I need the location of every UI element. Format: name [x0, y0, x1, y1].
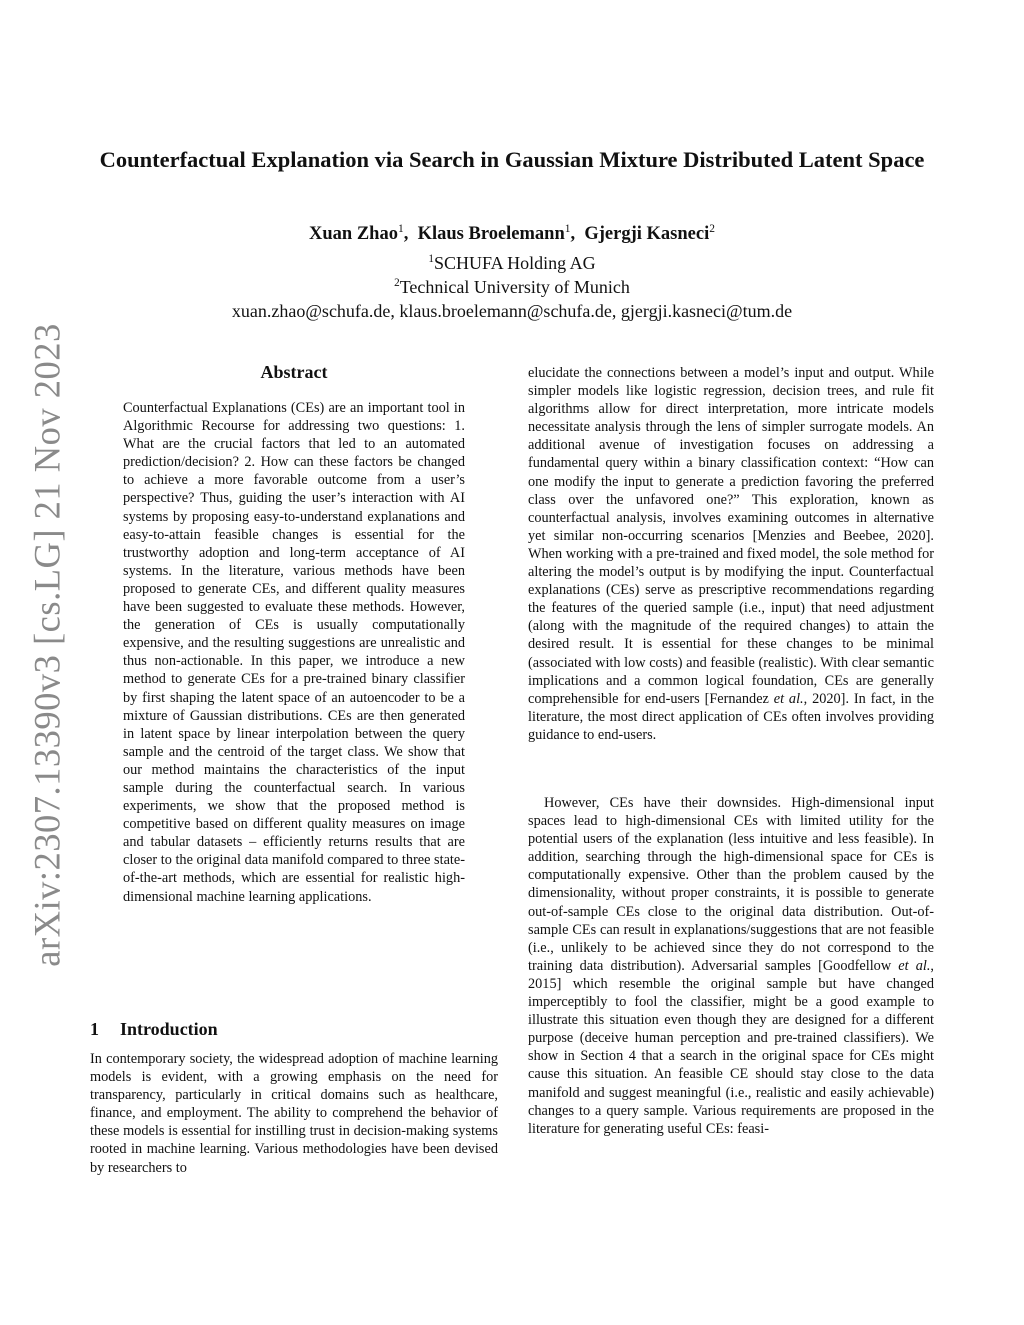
- author-emails: xuan.zhao@schufa.de, klaus.broelemann@schufa.de, gjergji.kasneci@tum.de: [231, 301, 793, 321]
- et-al-italic: et al.: [773, 690, 804, 707]
- author-affil-mark: 1: [564, 222, 571, 235]
- section-title: Introduction: [120, 1019, 218, 1039]
- author-name: Klaus Broelemann: [417, 224, 565, 244]
- author-list: Xuan Zhao$^1$, Klaus Broelemann$^1$, Gjergji Kasneci$^2$: [309, 222, 715, 244]
- section-heading: [90, 1019, 500, 1040]
- abstract-body: [123, 399, 465, 906]
- intro-text: In contemporary society, the widespread adoption of machine learning models is evident, with a growing emphasis on the need for transparency, particularly in critical domains such as healthcare, finance, and employment. The ability to comprehend the behavior of these models is essential for instilling trust in decision-making systems rooted in machine learning. Various methodologies have been devised by researchers to: [90, 1051, 498, 1176]
- paragraph-text: elucidate the connections between a model’s input and output. While simpler models like logistic regression, decision trees, and rule fit algorithms allow for direct interpretation, more intricate models necessitate analysis through the lens of simpler surrogate models. An additional avenue of investigation focuses on addressing a fundamental query within a binary classification context: “How can one modify the input to generate a prediction favoring the preferred class over the unfavored one?” This exploration, known as counterfactual analysis, involves examining outcomes in alternative yet similar non-occurring scenarios [Menzies and Beebee, 2020]. When working with a pre-trained and fixed model, the sole method for altering the model’s output is by modifying the input. Counterfactual explanations (CEs) serve as prescriptive recommendations regarding the features of the queried sample (i.e., input) that need adjustment (along with the magnitude of the required changes) to attain the desired result. It is essential for these changes to be minimal (associated with low costs) and feasible (realistic). With clear semantic implications and a common logical foundation, CEs are generally comprehensible for end-users [Fernandez: [528, 365, 934, 707]
- abstract-text: Counterfactual Explanations (CEs) are an important tool in Algorithmic Recourse for addressing two questions: 1. What are the crucial factors that led to an automated prediction/decision? 2. How can these factors be changed to achieve a more favorable outcome from a user’s perspective? Thus, guiding the user’s interaction with AI systems by proposing easy-to-understand explanations and easy-to-attain feasible changes is essential for the trustworthy adoption and long-term acceptance of AI systems. In the literature, various methods have been proposed to generate CEs, and different quality measures have been suggested to evaluate these methods. However, the generation of CEs is usually computationally expensive, and the resulting suggestions are unrealistic and thus non-actionable. In this paper, we introduce a new method to generate CEs for a pre-trained binary classifier by first shaping the latent space of an autoencoder to be a mixture of Gaussian distributions. CEs are then generated in latent space by linear interpolation between the query sample and the centroid of the target class. We show that our method maintains the characteristics of the input sample during the counterfactual search. In various experiments, we show that the proposed method is competitive based on different quality measures on image and tabular datasets – efficiently returns results that are closer to the original data manifold compared to three state-of-the-art methods, which are essential for realistic high-dimensional machine learning applications.: [123, 400, 465, 905]
- author-name: Xuan Zhao: [309, 224, 398, 244]
- paragraph-text: , 2020]. In fact, in the literature, the most direct application of CEs often involves providing guidance to end-users.: [528, 690, 934, 743]
- affiliation-1: [90, 253, 934, 274]
- arxiv-sidebar: [26, 323, 68, 967]
- affil-number: 1: [428, 253, 434, 265]
- abstract-heading: Abstract: [260, 362, 328, 382]
- arxiv-id: arXiv:2307.13390v3 [cs.LG] 21 Nov 2023: [26, 323, 68, 967]
- affil-name: SCHUFA Holding AG: [433, 253, 596, 273]
- right-column-paragraph-1: [528, 364, 934, 744]
- affil-number: 2: [394, 277, 400, 289]
- right-column-paragraph-2: [528, 794, 934, 1138]
- affil-name: Technical University of Munich: [399, 277, 630, 297]
- section-number: 1: [90, 1019, 99, 1039]
- author-affil-mark: 1: [397, 222, 404, 235]
- intro-paragraph: [90, 1050, 498, 1177]
- paper-title: Counterfactual Explanation via Search in Gaussian Mixture Distributed Latent Space: [99, 147, 925, 172]
- paragraph-text: , 2015] which resemble the original sample but have changed imperceptibly to fool the classifier, might be a good example to illustrate this situation even though they are designed for a different purpose (deceive human perception and pre-trained classifiers). We show in Section 4 that a search in the original space for CEs might cause this situation. An feasible CE should stay close to the data manifold and suggest meaningful (i.e., realistic and easily achievable) changes to a query sample. Various requirements are proposed in the literature for generating useful CEs: feasi-: [528, 957, 934, 1137]
- paragraph-text: However, CEs have their downsides. High-dimensional input spaces lead to high-dimensional CEs with limited utility for the potential users of the explanation (less intuitive and less feasible). In addition, searching through the high-dimensional space for CEs is computationally expensive. Other than the problem caused by the dimensionality, without proper constraints, it is possible to generate out-of-sample CEs close to the original data distribution. Out-of-sample CEs can result in explanations/suggestions that are not feasible (i.e., unlikely to be achieved since they do not correspond to the training data distribution). Adversarial samples [Goodfellow: [528, 795, 934, 974]
- et-al-italic: et al.: [898, 957, 931, 974]
- affiliation-2: [90, 277, 934, 298]
- author-name: Gjergji Kasneci: [584, 224, 710, 244]
- author-affil-mark: 2: [709, 222, 715, 235]
